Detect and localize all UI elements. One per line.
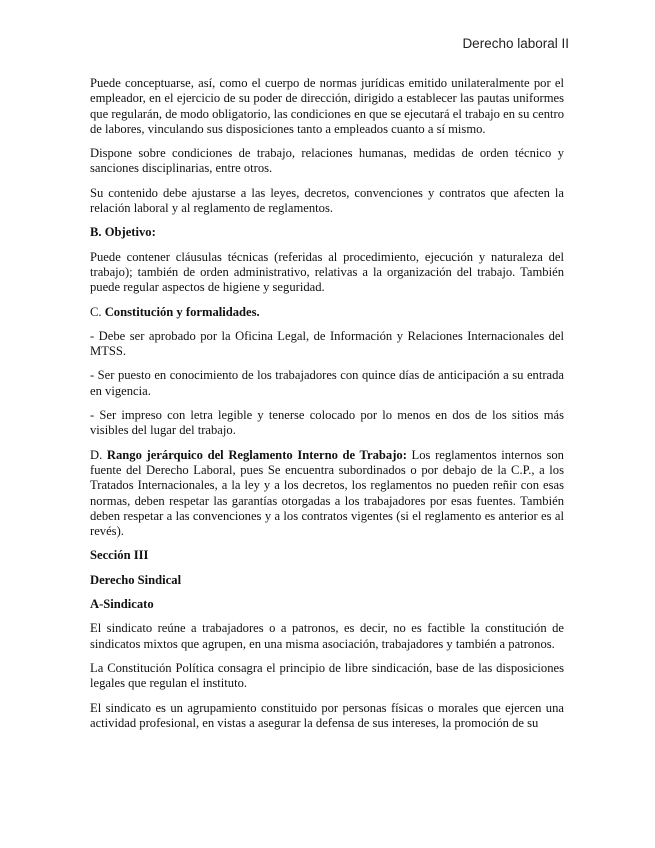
bullet-impreso: - Ser impreso con letra legible y tenerse colocado por lo menos en dos de los sitios más visibles del lugar del trabajo. xyxy=(90,408,564,438)
paragraph-contenido: Su contenido debe ajustarse a las leyes, decretos, convenciones y contratos que afecten la relación laboral y al reglamento de reglamentos. xyxy=(90,185,564,216)
heading-constitucion xyxy=(90,305,564,320)
paragraph-objetivo: Puede contener cláusulas técnicas (referidas al procedimiento, ejecución y naturaleza del trabajo); también de orden administrativo, relativas a la organización del trabajo. También puede regular aspectos de higiene y seguridad. xyxy=(90,249,564,295)
paragraph-constitucion-politica: La Constitución Política consagra el principio de libre sindicación, base de las disposiciones legales que regulan el instituto. xyxy=(90,660,564,691)
heading-objetivo-text: B. Objetivo: xyxy=(90,225,156,240)
paragraph-definition: Puede conceptuarse, así, como el cuerpo de normas jurídicas emitido unilateralmente por el empleador, en el ejercicio de su poder de dirección, dirigido a establecer las pautas uniformes que regularán, de modo obligatorio, las condiciones en que se ejecutará el trabajo en su centro de labores, vinculando sus disposiciones tanto a empleados cuanto a sí mismo. xyxy=(90,76,564,136)
heading-sindicato-text: A-Sindicato xyxy=(90,597,154,612)
rango-text: Los reglamentos internos son fuente del Derecho Laboral, pues Se encuentra subordinados o por debajo de la C.P., a los Tratados Internacionales, a la ley y a los decretos, los reglamentos no pueden reñir con esas normas, deben respetar las garantías otorgadas a los trabajadores por esas fuentes. También deben respetar a las convenciones y a los contratos vigentes (si el reglamento es anterior es al revés). xyxy=(90,447,564,539)
heading-objetivo xyxy=(90,225,564,240)
heading-sindicato xyxy=(90,597,564,612)
rango-prefix: D. xyxy=(90,447,107,462)
paragraph-sindicato-reune: El sindicato reúne a trabajadores o a patronos, es decir, no es factible la constitución de sindicatos mixtos que agrupen, en una misma asociación, trabajadores y también a patronos. xyxy=(90,621,564,651)
paragraph-agrupamiento: El sindicato es un agrupamiento constituido por personas físicas o morales que ejercen una actividad profesional, en vistas a asegurar la defensa de sus intereses, la promoción de su xyxy=(90,700,564,730)
heading-constitucion-text: Constitución y formalidades. xyxy=(104,304,260,319)
document-body xyxy=(90,76,564,740)
paragraph-dispone: Dispone sobre condiciones de trabajo, relaciones humanas, medidas de orden técnico y sanciones disciplinarias, entre otros. xyxy=(90,146,564,176)
rango-heading: Rango jerárquico del Reglamento Interno de Trabajo: xyxy=(106,447,407,462)
heading-derecho-sindical-text: Derecho Sindical xyxy=(90,572,182,587)
bullet-aprobado: - Debe ser aprobado por la Oficina Legal, de Información y Relaciones Internacionales del MTSS. xyxy=(90,328,564,359)
heading-derecho-sindical xyxy=(90,573,564,588)
heading-seccion xyxy=(90,548,564,563)
page-header-title: Derecho laboral II xyxy=(462,36,569,51)
bullet-conocimiento: - Ser puesto en conocimiento de los trabajadores con quince días de anticipación a su entrada en vigencia. xyxy=(90,368,564,398)
heading-constitucion-prefix: C. xyxy=(90,304,105,319)
paragraph-rango xyxy=(90,448,564,540)
heading-seccion-text: Sección III xyxy=(90,548,149,563)
